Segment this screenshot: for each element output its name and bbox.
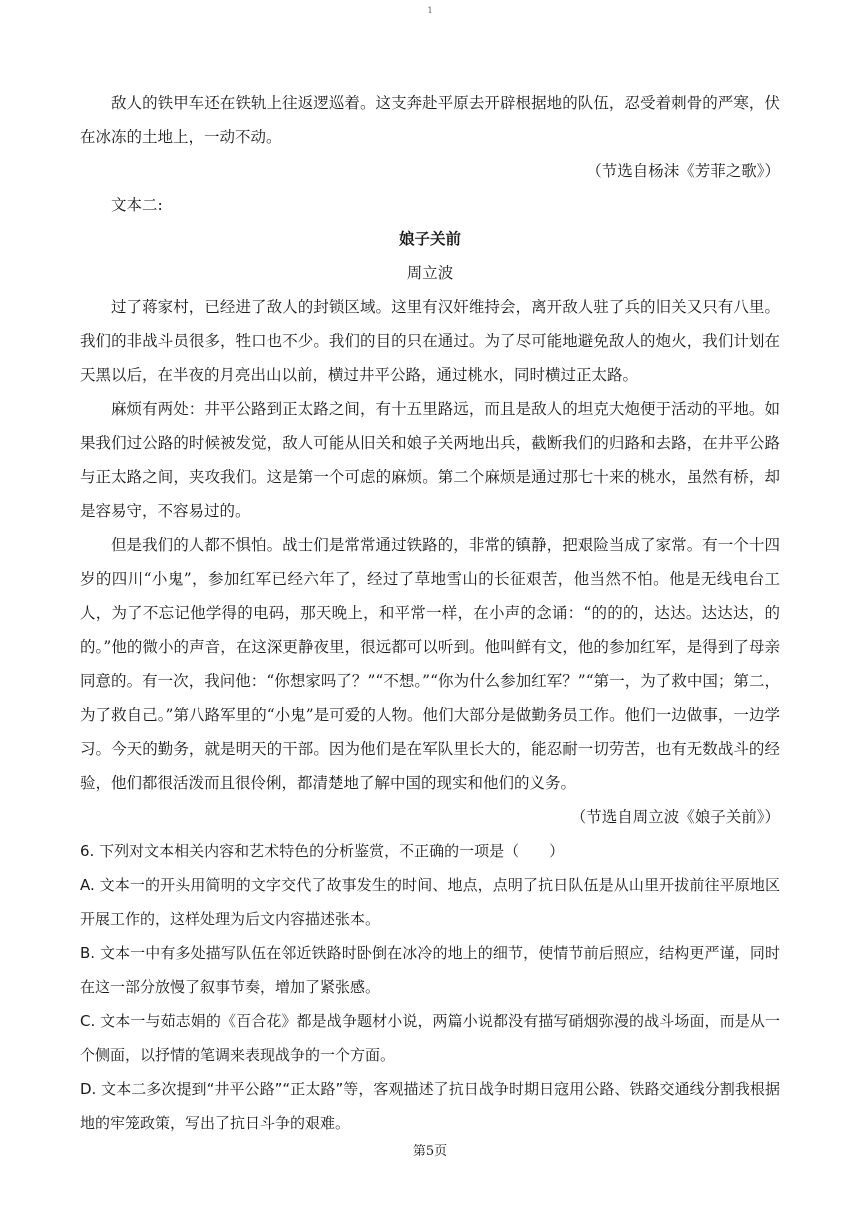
text1-source: （节选自杨沫《芳菲之歌》）	[586, 162, 780, 180]
document-body	[80, 86, 780, 1140]
text2-paragraph-2: 麻烦有两处：井平公路到正太路之间，有十五里路远，而且是敌人的坦克大炮便于活动的平地。如果我们过公路的时候被发觉，敌人可能从旧关和娘子关两地出兵，截断我们的归路和去路，在井平公路与正太路之间，夹攻我们。这是第一个可虑的麻烦。第二个麻烦是通过那七十来的桃水，虽然有桥，却是容易守，不容易过的。	[80, 400, 780, 520]
page-footer: 第5页	[412, 1144, 448, 1159]
question-stem: 6. 下列对文本相关内容和艺术特色的分析鉴赏，不正确的一项是（ ）	[80, 842, 565, 860]
option-d: D. 文本二多次提到“井平公路”“正太路”等，客观描述了抗日战争时期日寇用公路、铁路交通线分割我根据地的牢笼政策，写出了抗日斗争的艰难。	[80, 1080, 780, 1132]
page-mark: 1	[427, 6, 433, 15]
option-c: C. 文本一与茹志娟的《百合花》都是战争题材小说，两篇小说都没有描写硝烟弥漫的战斗场面，而是从一个侧面，以抒情的笔调来表现战争的一个方面。	[80, 1012, 780, 1064]
text2-source: （节选自周立波《娘子关前》）	[570, 808, 780, 826]
text2-author: 周立波	[406, 264, 454, 282]
text2-paragraph-3: 但是我们的人都不惧怕。战士们是常常通过铁路的，非常的镇静，把艰险当成了家常。有一个十四岁的四川“小鬼”，参加红军已经六年了，经过了草地雪山的长征艰苦，他当然不怕。他是无线电台工人，为了不忘记他学得的电码，那天晚上，和平常一样，在小声的念诵：“的的的，达达。达达达，的的。”他的微小的声音，在这深更静夜里，很远都可以听到。他叫鲜有文，他的参加红军，是得到了母亲同意的。有一次，我问他：“你想家吗了？”“不想。”“你为什么参加红军？”“第一，为了救中国；第二，为了救自己。”第八路军里的“小鬼”是可爱的人物。他们大部分是做勤务员工作。他们一边做事，一边学习。今天的勤务，就是明天的干部。因为他们是在军队里长大的，能忍耐一切劳苦，也有无数战斗的经验，他们都很活泼而且很伶俐，都清楚地了解中国的现实和他们的义务。	[80, 536, 780, 792]
option-b: B. 文本一中有多处描写队伍在邻近铁路时卧倒在冰冷的地上的细节，使情节前后照应，结构更严谨，同时在这一部分放慢了叙事节奏，增加了紧张感。	[80, 944, 780, 996]
text2-label: 文本二:	[111, 196, 163, 214]
text2-title: 娘子关前	[398, 229, 461, 248]
text1-paragraph: 敌人的铁甲车还在铁轨上往返逻巡着。这支奔赴平原去开辟根据地的队伍，忍受着刺骨的严寒，伏在冰冻的土地上，一动不动。	[80, 94, 780, 146]
option-a: A. 文本一的开头用简明的文字交代了故事发生的时间、地点，点明了抗日队伍是从山里开拔前往平原地区开展工作的，这样处理为后文内容描述张本。	[80, 876, 780, 928]
text2-paragraph-1: 过了蒋家村，已经进了敌人的封锁区域。这里有汉奸维持会，离开敌人驻了兵的旧关又只有八里。我们的非战斗员很多，牲口也不少。我们的目的只在通过。为了尽可能地避免敌人的炮火，我们计划在天黑以后，在半夜的月亮出山以前，横过井平公路，通过桃水，同时横过正太路。	[80, 298, 780, 384]
